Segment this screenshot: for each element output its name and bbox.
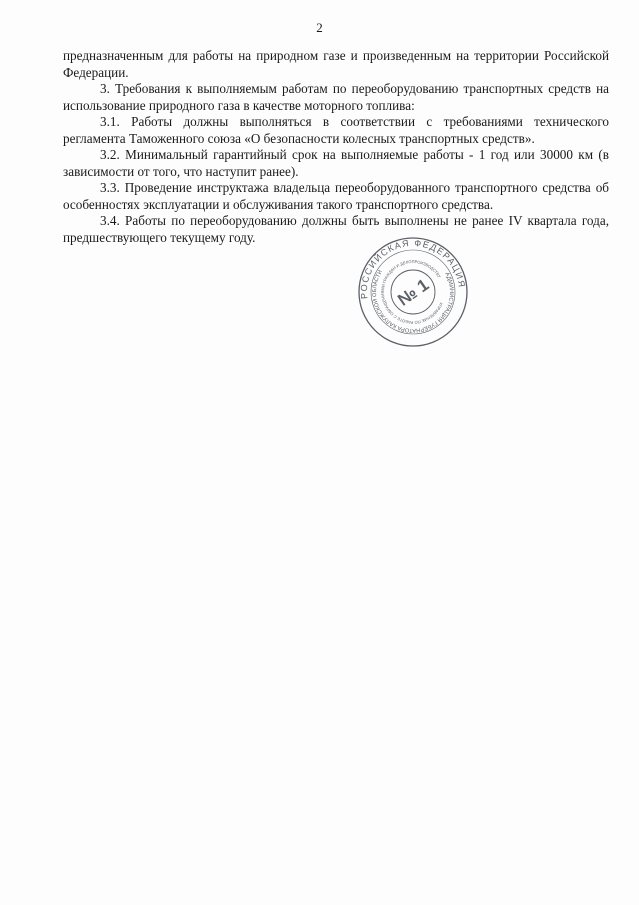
stamp-second-text: АДМИНИСТРАЦИЯ ГУБЕРНАТОРА КАЛУЖСКОЙ ОБЛАСТИ bbox=[371, 269, 455, 334]
official-stamp bbox=[357, 236, 469, 348]
document-body bbox=[63, 48, 609, 246]
paragraph-section-3: 3. Требования к выполняемым работам по переоборудованию транспортных средств на использование природного газа в качестве моторного топлива: bbox=[63, 81, 609, 113]
paragraph-3-3: 3.3. Проведение инструктажа владельца переоборудованного транспортного средства об особенностях эксплуатации и обслуживания такого транспортного средства. bbox=[63, 180, 609, 212]
paragraph-3-1: 3.1. Работы должны выполняться в соответствии с требованиями технического регламента Таможенного союза «О безопасности колесных транспортных средств». bbox=[63, 114, 609, 146]
stamp-inner-text: УПРАВЛЕНИЕ ПО РАБОТЕ С ОБРАЩЕНИЯМИ ГРАЖДАН И ДЕЛОПРОИЗВОДСТВУ bbox=[379, 258, 444, 326]
paragraph-3-2: 3.2. Минимальный гарантийный срок на выполняемые работы - 1 год или 30000 км (в зависимости от того, что наступит ранее). bbox=[63, 147, 609, 179]
stamp-outer-text: РОССИЙСКАЯ ФЕДЕРАЦИЯ bbox=[358, 237, 467, 300]
paragraph-continuation: предназначенным для работы на природном газе и произведенным на территории Российской Федерации. bbox=[63, 48, 609, 80]
page-number: 2 bbox=[316, 20, 323, 35]
stamp-number: № 1 bbox=[394, 275, 433, 310]
paragraph-3-4: 3.4. Работы по переоборудованию должны быть выполнены не ранее IV квартала года, предшествующего текущему году. bbox=[63, 213, 609, 245]
